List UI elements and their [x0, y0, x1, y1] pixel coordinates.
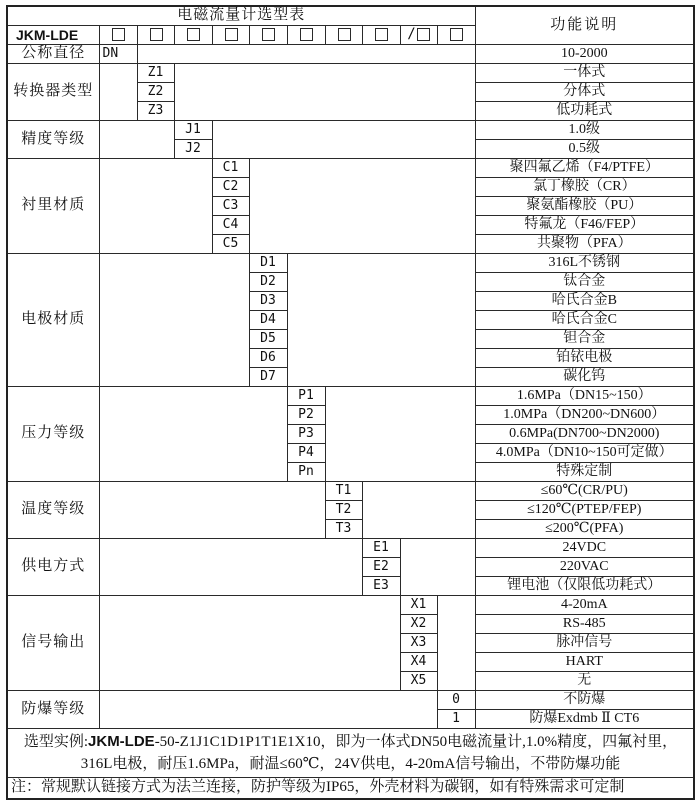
filler-cell — [362, 482, 475, 539]
desc-cell-dn: 10-2000 — [475, 45, 694, 64]
selection-example — [7, 729, 694, 778]
desc-cell: 无 — [475, 672, 694, 691]
code-cell: T3 — [325, 520, 362, 539]
desc-cell: 铂铱电极 — [475, 349, 694, 368]
filler-cell — [174, 64, 475, 121]
desc-cell: 哈氏合金B — [475, 292, 694, 311]
desc-cell: 4-20mA — [475, 596, 694, 615]
checkbox-icon — [450, 28, 463, 41]
checkbox-icon — [417, 28, 430, 41]
desc-cell: 脉冲信号 — [475, 634, 694, 653]
function-column-header: 功能说明 — [475, 6, 694, 45]
code-cell: D7 — [249, 368, 287, 387]
desc-cell: 防爆Exdmb Ⅱ CT6 — [475, 710, 694, 729]
desc-cell: 聚四氟乙烯（F4/PTFE） — [475, 159, 694, 178]
code-cell: X5 — [400, 672, 437, 691]
code-cell: X2 — [400, 615, 437, 634]
code-cell: D4 — [249, 311, 287, 330]
code-cell: P4 — [287, 444, 325, 463]
filler-cell — [99, 159, 212, 254]
desc-cell: 钛合金 — [475, 273, 694, 292]
section-label-temperature-rating: 温度等级 — [7, 482, 99, 539]
example-prefix: 选型实例: — [23, 733, 89, 750]
desc-cell: 锂电池（仅限低功耗式） — [475, 577, 694, 596]
desc-cell: RS-485 — [475, 615, 694, 634]
code-cell: C3 — [212, 197, 249, 216]
example-text: -50-Z1J1C1D1P1T1E1X10，即为一体式DN50电磁流量计,1.0%精度，四氟衬里，316L电极，耐压1.6MPa，耐温≤60℃，24V供电，4-20mA信号输出，不带防爆功能 — [80, 733, 678, 772]
code-cell: Z1 — [137, 64, 174, 83]
code-cell: C5 — [212, 235, 249, 254]
filler-cell — [137, 45, 475, 64]
flowmeter-selection-table — [6, 5, 695, 800]
code-cell: D3 — [249, 292, 287, 311]
note-row: 注：常规默认链接方式为法兰连接，防护等级为IP65，外壳材料为碳钢，如有特殊需求可定制 — [7, 778, 694, 800]
model-code-checkbox-cell[interactable] — [249, 26, 287, 45]
section-label-power-supply: 供电方式 — [7, 539, 99, 596]
desc-cell: 哈氏合金C — [475, 311, 694, 330]
code-cell: X1 — [400, 596, 437, 615]
filler-cell — [325, 387, 475, 482]
code-cell: D1 — [249, 254, 287, 273]
desc-cell: ≤200℃(PFA) — [475, 520, 694, 539]
checkbox-icon — [150, 28, 163, 41]
code-cell: X4 — [400, 653, 437, 672]
desc-cell: 316L不锈钢 — [475, 254, 694, 273]
model-code-checkbox-cell[interactable] — [174, 26, 212, 45]
code-cell: J2 — [174, 140, 212, 159]
model-code-checkbox-cell[interactable] — [325, 26, 362, 45]
code-cell: J1 — [174, 121, 212, 140]
model-code-checkbox-cell[interactable] — [400, 26, 437, 45]
code-cell: D5 — [249, 330, 287, 349]
code-cell: T2 — [325, 501, 362, 520]
desc-cell: 碳化钨 — [475, 368, 694, 387]
desc-cell: 0.6MPa(DN700~DN2000) — [475, 425, 694, 444]
code-cell: D6 — [249, 349, 287, 368]
filler-cell — [212, 121, 475, 159]
checkbox-icon — [300, 28, 313, 41]
code-cell: 0 — [437, 691, 475, 710]
model-code-checkbox-cell[interactable] — [212, 26, 249, 45]
code-cell: P3 — [287, 425, 325, 444]
desc-cell: 1.0MPa（DN200~DN600） — [475, 406, 694, 425]
code-cell: Pn — [287, 463, 325, 482]
desc-cell: 24VDC — [475, 539, 694, 558]
desc-cell: ≤60℃(CR/PU) — [475, 482, 694, 501]
code-cell: E3 — [362, 577, 400, 596]
code-cell: Z3 — [137, 102, 174, 121]
desc-cell: HART — [475, 653, 694, 672]
code-cell: C1 — [212, 159, 249, 178]
code-cell: 1 — [437, 710, 475, 729]
filler-cell — [99, 596, 400, 691]
desc-cell: 特殊定制 — [475, 463, 694, 482]
desc-cell: 特氟龙（F46/FEP） — [475, 216, 694, 235]
page-title: 电磁流量计选型表 — [7, 6, 475, 26]
model-code-checkbox-cell[interactable] — [99, 26, 137, 45]
desc-cell: 共聚物（PFA） — [475, 235, 694, 254]
desc-cell: 220VAC — [475, 558, 694, 577]
checkbox-icon — [375, 28, 388, 41]
section-label-pressure-rating: 压力等级 — [7, 387, 99, 482]
desc-cell: 4.0MPa（DN10~150可定做） — [475, 444, 694, 463]
desc-cell: 钽合金 — [475, 330, 694, 349]
code-cell: E1 — [362, 539, 400, 558]
model-prefix-label: JKM-LDE — [7, 26, 99, 45]
model-code-checkbox-cell[interactable] — [137, 26, 174, 45]
desc-cell: 氯丁橡胶（CR） — [475, 178, 694, 197]
checkbox-icon — [225, 28, 238, 41]
filler-cell — [99, 482, 325, 539]
filler-cell — [99, 121, 174, 159]
code-cell: C4 — [212, 216, 249, 235]
desc-cell: 聚氨酯橡胶（PU） — [475, 197, 694, 216]
filler-cell — [99, 254, 249, 387]
code-cell: P2 — [287, 406, 325, 425]
row-label-nominal-diameter: 公称直径 — [7, 45, 99, 64]
filler-cell — [437, 596, 475, 691]
checkbox-icon — [112, 28, 125, 41]
desc-cell: 1.0级 — [475, 121, 694, 140]
desc-cell: 一体式 — [475, 64, 694, 83]
model-code-checkbox-cell[interactable] — [362, 26, 400, 45]
section-label-electrode-material: 电极材质 — [7, 254, 99, 387]
code-cell: D2 — [249, 273, 287, 292]
desc-cell: 1.6MPa（DN15~150） — [475, 387, 694, 406]
checkbox-icon — [187, 28, 200, 41]
filler-cell — [287, 254, 475, 387]
model-code-checkbox-cell[interactable] — [287, 26, 325, 45]
checkbox-icon — [262, 28, 275, 41]
filler-cell — [249, 159, 475, 254]
filler-cell — [99, 387, 287, 482]
checkbox-icon — [338, 28, 351, 41]
filler-cell — [400, 539, 475, 596]
desc-cell: 低功耗式 — [475, 102, 694, 121]
slash-mark: / — [407, 26, 416, 43]
desc-cell: 不防爆 — [475, 691, 694, 710]
section-label-signal-output: 信号输出 — [7, 596, 99, 691]
code-cell: X3 — [400, 634, 437, 653]
model-code-checkbox-cell[interactable] — [437, 26, 475, 45]
code-cell-dn: DN — [99, 45, 137, 64]
code-cell: T1 — [325, 482, 362, 501]
code-cell: Z2 — [137, 83, 174, 102]
code-cell: E2 — [362, 558, 400, 577]
code-cell: C2 — [212, 178, 249, 197]
section-label-converter-type: 转换器类型 — [7, 64, 99, 121]
code-cell: P1 — [287, 387, 325, 406]
section-label-accuracy-grade: 精度等级 — [7, 121, 99, 159]
desc-cell: ≤120℃(PTEP/FEP) — [475, 501, 694, 520]
desc-cell: 0.5级 — [475, 140, 694, 159]
filler-cell — [99, 64, 137, 121]
filler-cell — [99, 691, 437, 729]
section-label-lining-material: 衬里材质 — [7, 159, 99, 254]
example-model-code: JKM-LDE — [88, 732, 155, 750]
desc-cell: 分体式 — [475, 83, 694, 102]
section-label-explosion-proof: 防爆等级 — [7, 691, 99, 729]
filler-cell — [99, 539, 362, 596]
